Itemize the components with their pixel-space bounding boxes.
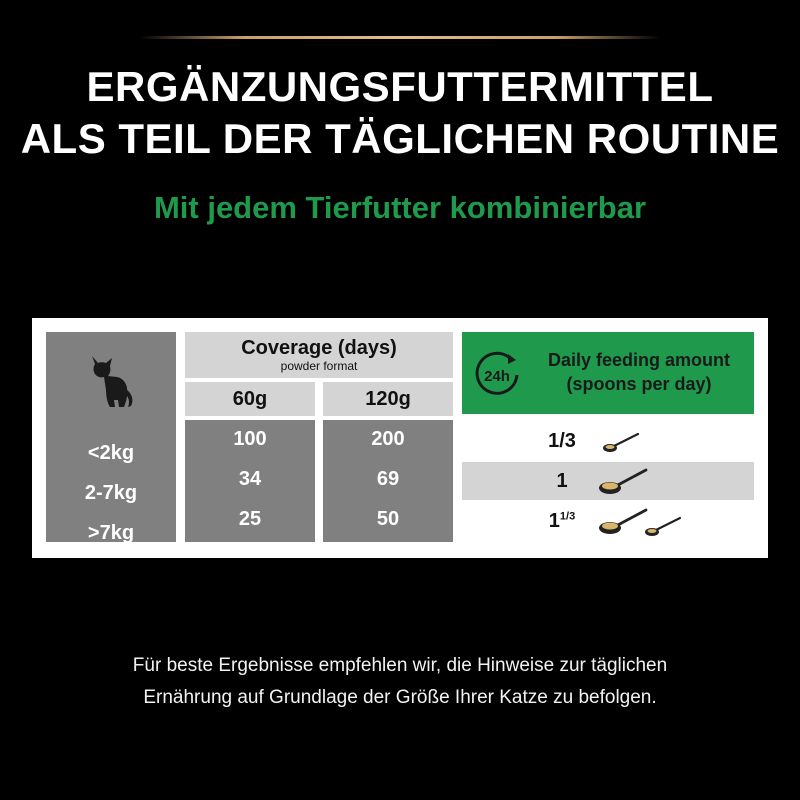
feeding-amount: [522, 510, 602, 533]
decorative-gold-line: [140, 36, 660, 39]
title-line-1: ERGÄNZUNGSFUTTERMITTEL: [86, 63, 714, 110]
spoon-icon: [598, 430, 648, 454]
weight-column: [46, 332, 176, 542]
spoon-icon: [594, 464, 654, 498]
feeding-amount: 1/3: [548, 430, 576, 452]
feeding-row: [462, 462, 754, 500]
column-120g: [323, 420, 453, 542]
weight-label: 2-7kg: [84, 482, 138, 504]
coverage-value: 34: [238, 468, 262, 490]
feeding-table: [32, 318, 768, 558]
coverage-value: 50: [376, 508, 400, 530]
daily-feeding-title: Daily feeding amount: [547, 350, 731, 370]
coverage-value: 69: [376, 468, 400, 490]
subtitle: Mit jedem Tierfutter kombinierbar: [153, 190, 647, 225]
coverage-subtitle: powder format: [280, 359, 358, 373]
coverage-header: [185, 332, 453, 378]
spoon-icon: [594, 504, 690, 538]
weight-label: >7kg: [87, 522, 135, 544]
footer-note: [0, 650, 800, 714]
feeding-amount-whole: 1: [548, 510, 560, 532]
column-60g: [185, 420, 315, 542]
column-header-120g: 120g: [323, 382, 453, 416]
weight-label: <2kg: [87, 442, 135, 464]
footer-line-2: Ernährung auf Grundlage der Größe Ihrer Katze zu befolgen.: [143, 687, 657, 708]
coverage-value: 200: [371, 428, 405, 450]
clock-24h-icon: [472, 350, 522, 400]
title-line-2: ALS TEIL DER TÄGLICHEN ROUTINE: [20, 115, 780, 162]
footer-line-1: Für beste Ergebnisse empfehlen wir, die Hinweise zur täglichen: [132, 655, 668, 676]
clock-label: 24h: [484, 368, 510, 385]
cat-icon: [84, 350, 138, 410]
feeding-amount-fraction: 1/3: [559, 510, 576, 523]
coverage-value: 25: [238, 508, 262, 530]
daily-feeding-subtitle: (spoons per day): [566, 374, 712, 394]
feeding-amount: 1: [556, 470, 568, 492]
column-header-60g: 60g: [185, 382, 315, 416]
feeding-row: [462, 502, 754, 540]
coverage-value: 100: [233, 428, 267, 450]
daily-feeding-header: [462, 332, 754, 414]
feeding-row: [462, 422, 754, 460]
coverage-title: Coverage (days): [241, 337, 397, 359]
